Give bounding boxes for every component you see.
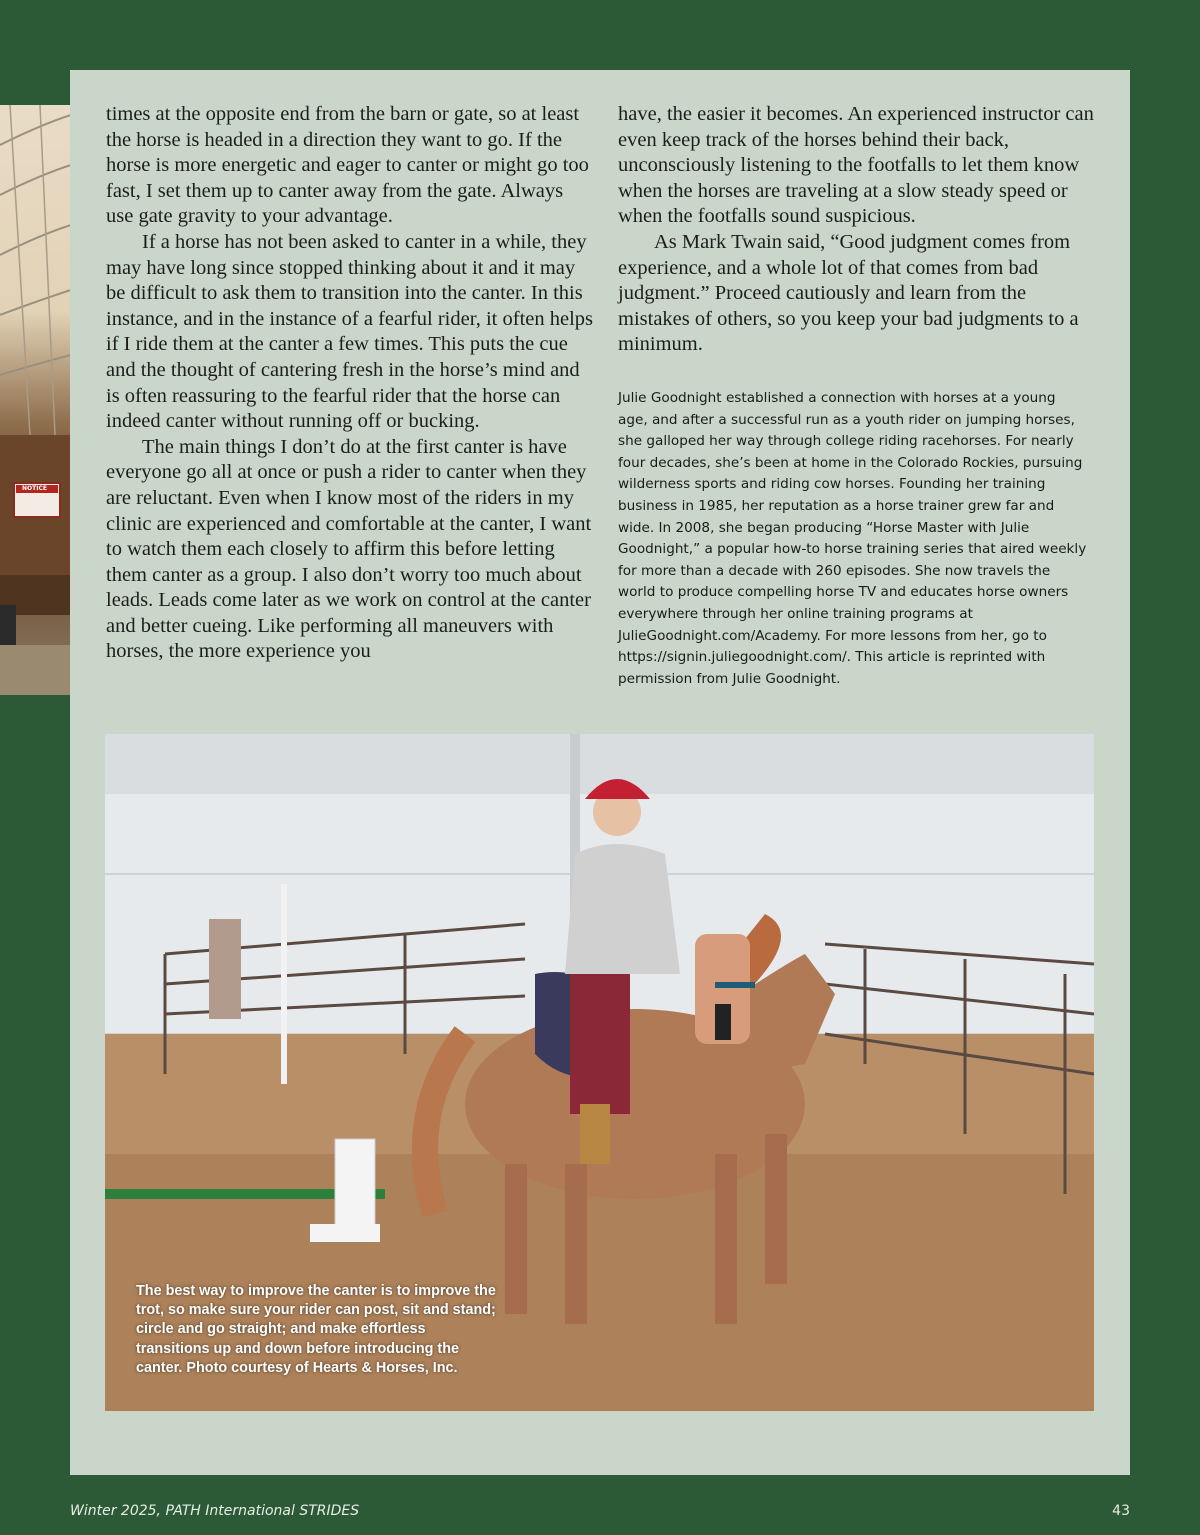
paragraph: have, the easier it becomes. An experienced instructor can even keep track of the horses behind their back, unconsciously listening to the footfalls to let them know when the horses are traveling at a slow steady speed or when the footfalls sound suspicious.	[618, 103, 1094, 228]
paragraph: times at the opposite end from the barn or gate, so at least the horse is headed in a direction they want to go. If the horse is more energetic and eager to canter or might go too fast, I set them up to canter away from the gate. Always use gate gravity to your advantage.	[106, 103, 589, 228]
publication-footer: Winter 2025, PATH International STRIDES	[70, 1503, 360, 1519]
paragraph: The main things I don’t do at the first canter is have everyone go all at once or push a rider to canter when they are reluctant. Even when I know most of the riders in my clinic are experienced and comfortable at the canter, I want to watch them each closely to affirm this before letting them canter as a group. I also don’t worry too much about leads. Leads come later as we work on control at the canter and better cueing. Like performing all maneuvers with horses, the more experience you	[106, 435, 592, 663]
page-number: 43	[1112, 1503, 1130, 1519]
paragraph: If a horse has not been asked to canter in a while, they may have long since stopped thinking about it and it may be difficult to ask them to transition into the canter. In this instance, and in the instance of a fearful rider, it often helps if I ride them at the canter a few times. This puts the cue and the thought of cantering fresh in the horse’s mind and is often reassuring to the fearful rider that the horse can indeed canter without running off or bucking.	[106, 230, 594, 433]
paragraph: As Mark Twain said, “Good judgment comes from experience, and a whole lot of that comes from bad judgment.” Proceed cautiously and learn from the mistakes of others, so you keep your bad judgments to a minimum.	[618, 230, 1079, 356]
right-text-column	[618, 102, 1098, 358]
left-text-column	[106, 102, 594, 665]
photo-caption: The best way to improve the canter is to improve the trot, so make sure your rider can post, sit and stand; circle and go straight; and make effortless transitions up and down before introducing the canter. Photo courtesy of Hearts & Horses, Inc.	[136, 1283, 496, 1376]
arena-roof-illustration	[0, 105, 71, 695]
author-bio: Julie Goodnight established a connection with horses at a young age, and after a successful run as a youth rider on jumping horses, she galloped her way through college riding racehorses. For nearly four decades, she’s been at home in the Colorado Rockies, pursuing wilderness sports and riding cow horses. Founding her training business in 1985, her reputation as a horse trainer grew far and wide. In 2008, she began producing “Horse Master with Julie Goodnight,” a popular how-to horse training series that aired weekly for more than a decade with 260 episodes. She now travels the world to produce compelling horse TV and educates horse owners everywhere through her online training programs at JulieGoodnight.com/Academy. For more lessons from her, go to https://signin.juliegoodnight.com/. This article is reprinted with permission from Julie Goodnight.	[618, 390, 1087, 687]
notice-sign-label: NOTICE	[22, 485, 47, 492]
arena-interior-photo	[0, 105, 71, 695]
rider-canter-photo	[105, 734, 1094, 1411]
article-panel	[70, 70, 1130, 1475]
